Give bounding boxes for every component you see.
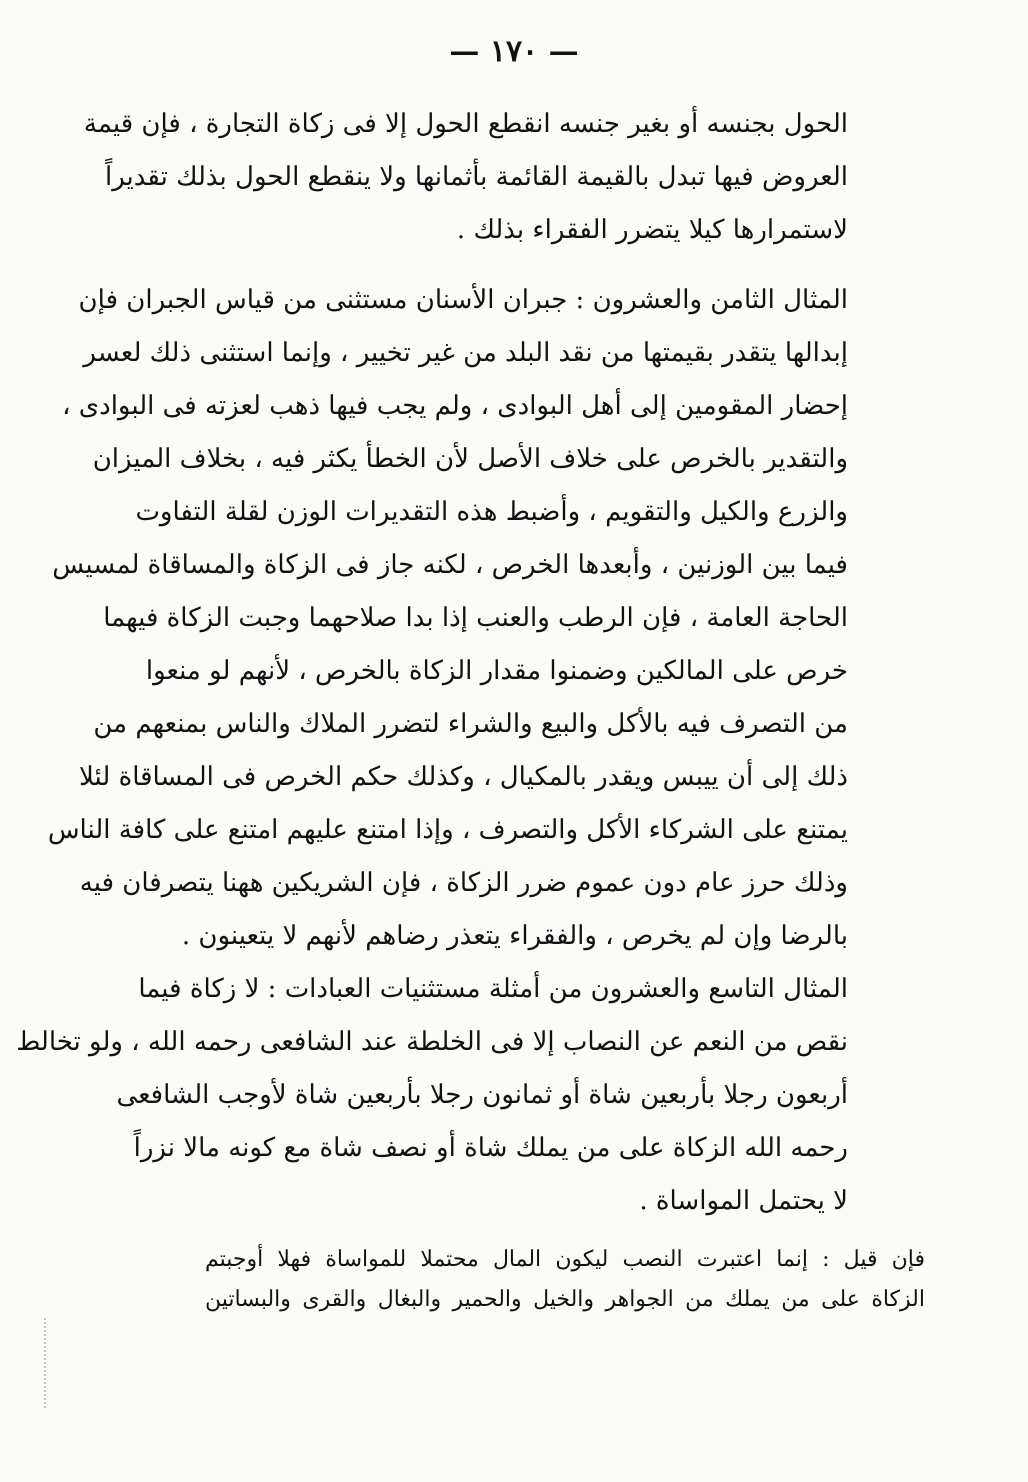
text-line: وذلك حرز عام دون عموم ضرر الزكاة ، فإن الشريكين ههنا يتصرفان فيه [79,868,848,898]
text-line: والتقدير بالخرص على خلاف الأصل لأن الخطأ يكثر فيه ، بخلاف الميزان [92,444,848,474]
text-line: أربعون رجلا بأربعين شاة أو ثمانون رجلا بأربعين شاة لأوجب الشافعى [116,1080,848,1110]
text-line: والزرع والكيل والتقويم ، وأضبط هذه التقديرات الوزن لقلة التفاوت [135,497,848,527]
text-line: خرص على المالكين وضمنوا مقدار الزكاة بالخرص ، لأنهم لو منعوا [145,656,848,686]
text-line: العروض فيها تبدل بالقيمة القائمة بأثمانها ولا ينقطع الحول بذلك تقديراً [104,162,848,192]
paragraph-2 [47,274,848,963]
text-line: من التصرف فيه بالأكل والبيع والشراء لتضرر الملاك والناس بمنعهم من [93,709,848,739]
margin-library-stamp [44,1318,60,1408]
paragraph-4 [205,1240,925,1320]
paragraph-1 [83,98,848,257]
text-line: رحمه الله الزكاة على من يملك شاة أو نصف شاة مع كونه مالا نزراً [133,1133,848,1163]
text-line: الحول بجنسه أو بغير جنسه انقطع الحول إلا فى زكاة التجارة ، فإن قيمة [83,109,848,139]
text-line: المثال التاسع والعشرون من أمثلة مستثنيات العبادات : لا زكاة فيما [138,974,848,1004]
text-line: الحاجة العامة ، فإن الرطب والعنب إذا بدا صلاحهما وجبت الزكاة فيهما [103,603,848,633]
page-number: — ١٧٠ — [449,34,579,69]
text-line: لا يحتمل المواساة . [639,1186,848,1216]
text-line: الزكاة على من يملك من الجواهر والخيل والحمير والبغال والقرى والبساتين [205,1287,925,1312]
text-line: المثال الثامن والعشرون : جبران الأسنان مستثنى من قياس الجبران فإن [78,285,848,315]
text-line: ذلك إلى أن ييبس ويقدر بالمكيال ، وكذلك حكم الخرص فى المساقاة لئلا [79,762,848,792]
text-line: إبدالها يتقدر بقيمتها من نقد البلد من غير تخيير ، وإنما استثنى ذلك لعسر [83,338,848,368]
text-line: بالرضا وإن لم يخرص ، والفقراء يتعذر رضاهم لأنهم لا يتعينون . [181,921,848,951]
text-line: فإن قيل : إنما اعتبرت النصب ليكون المال محتملا للمواساة فهلا أوجبتم [205,1247,925,1272]
paragraph-3 [16,963,848,1228]
text-line: فيما بين الوزنين ، وأبعدها الخرص ، لكنه جاز فى الزكاة والمساقاة لمسيس [52,550,848,580]
text-line: لاستمرارها كيلا يتضرر الفقراء بذلك . [456,215,848,245]
text-line: إحضار المقومين إلى أهل البوادى ، ولم يجب فيها ذهب لعزته فى البوادى ، [62,391,848,421]
text-line: نقص من النعم عن النصاب إلا فى الخلطة عند الشافعى رحمه الله ، ولو تخالط [16,1027,848,1057]
text-line: يمتنع على الشركاء الأكل والتصرف ، وإذا امتنع عليهم امتنع على كافة الناس [47,815,848,845]
